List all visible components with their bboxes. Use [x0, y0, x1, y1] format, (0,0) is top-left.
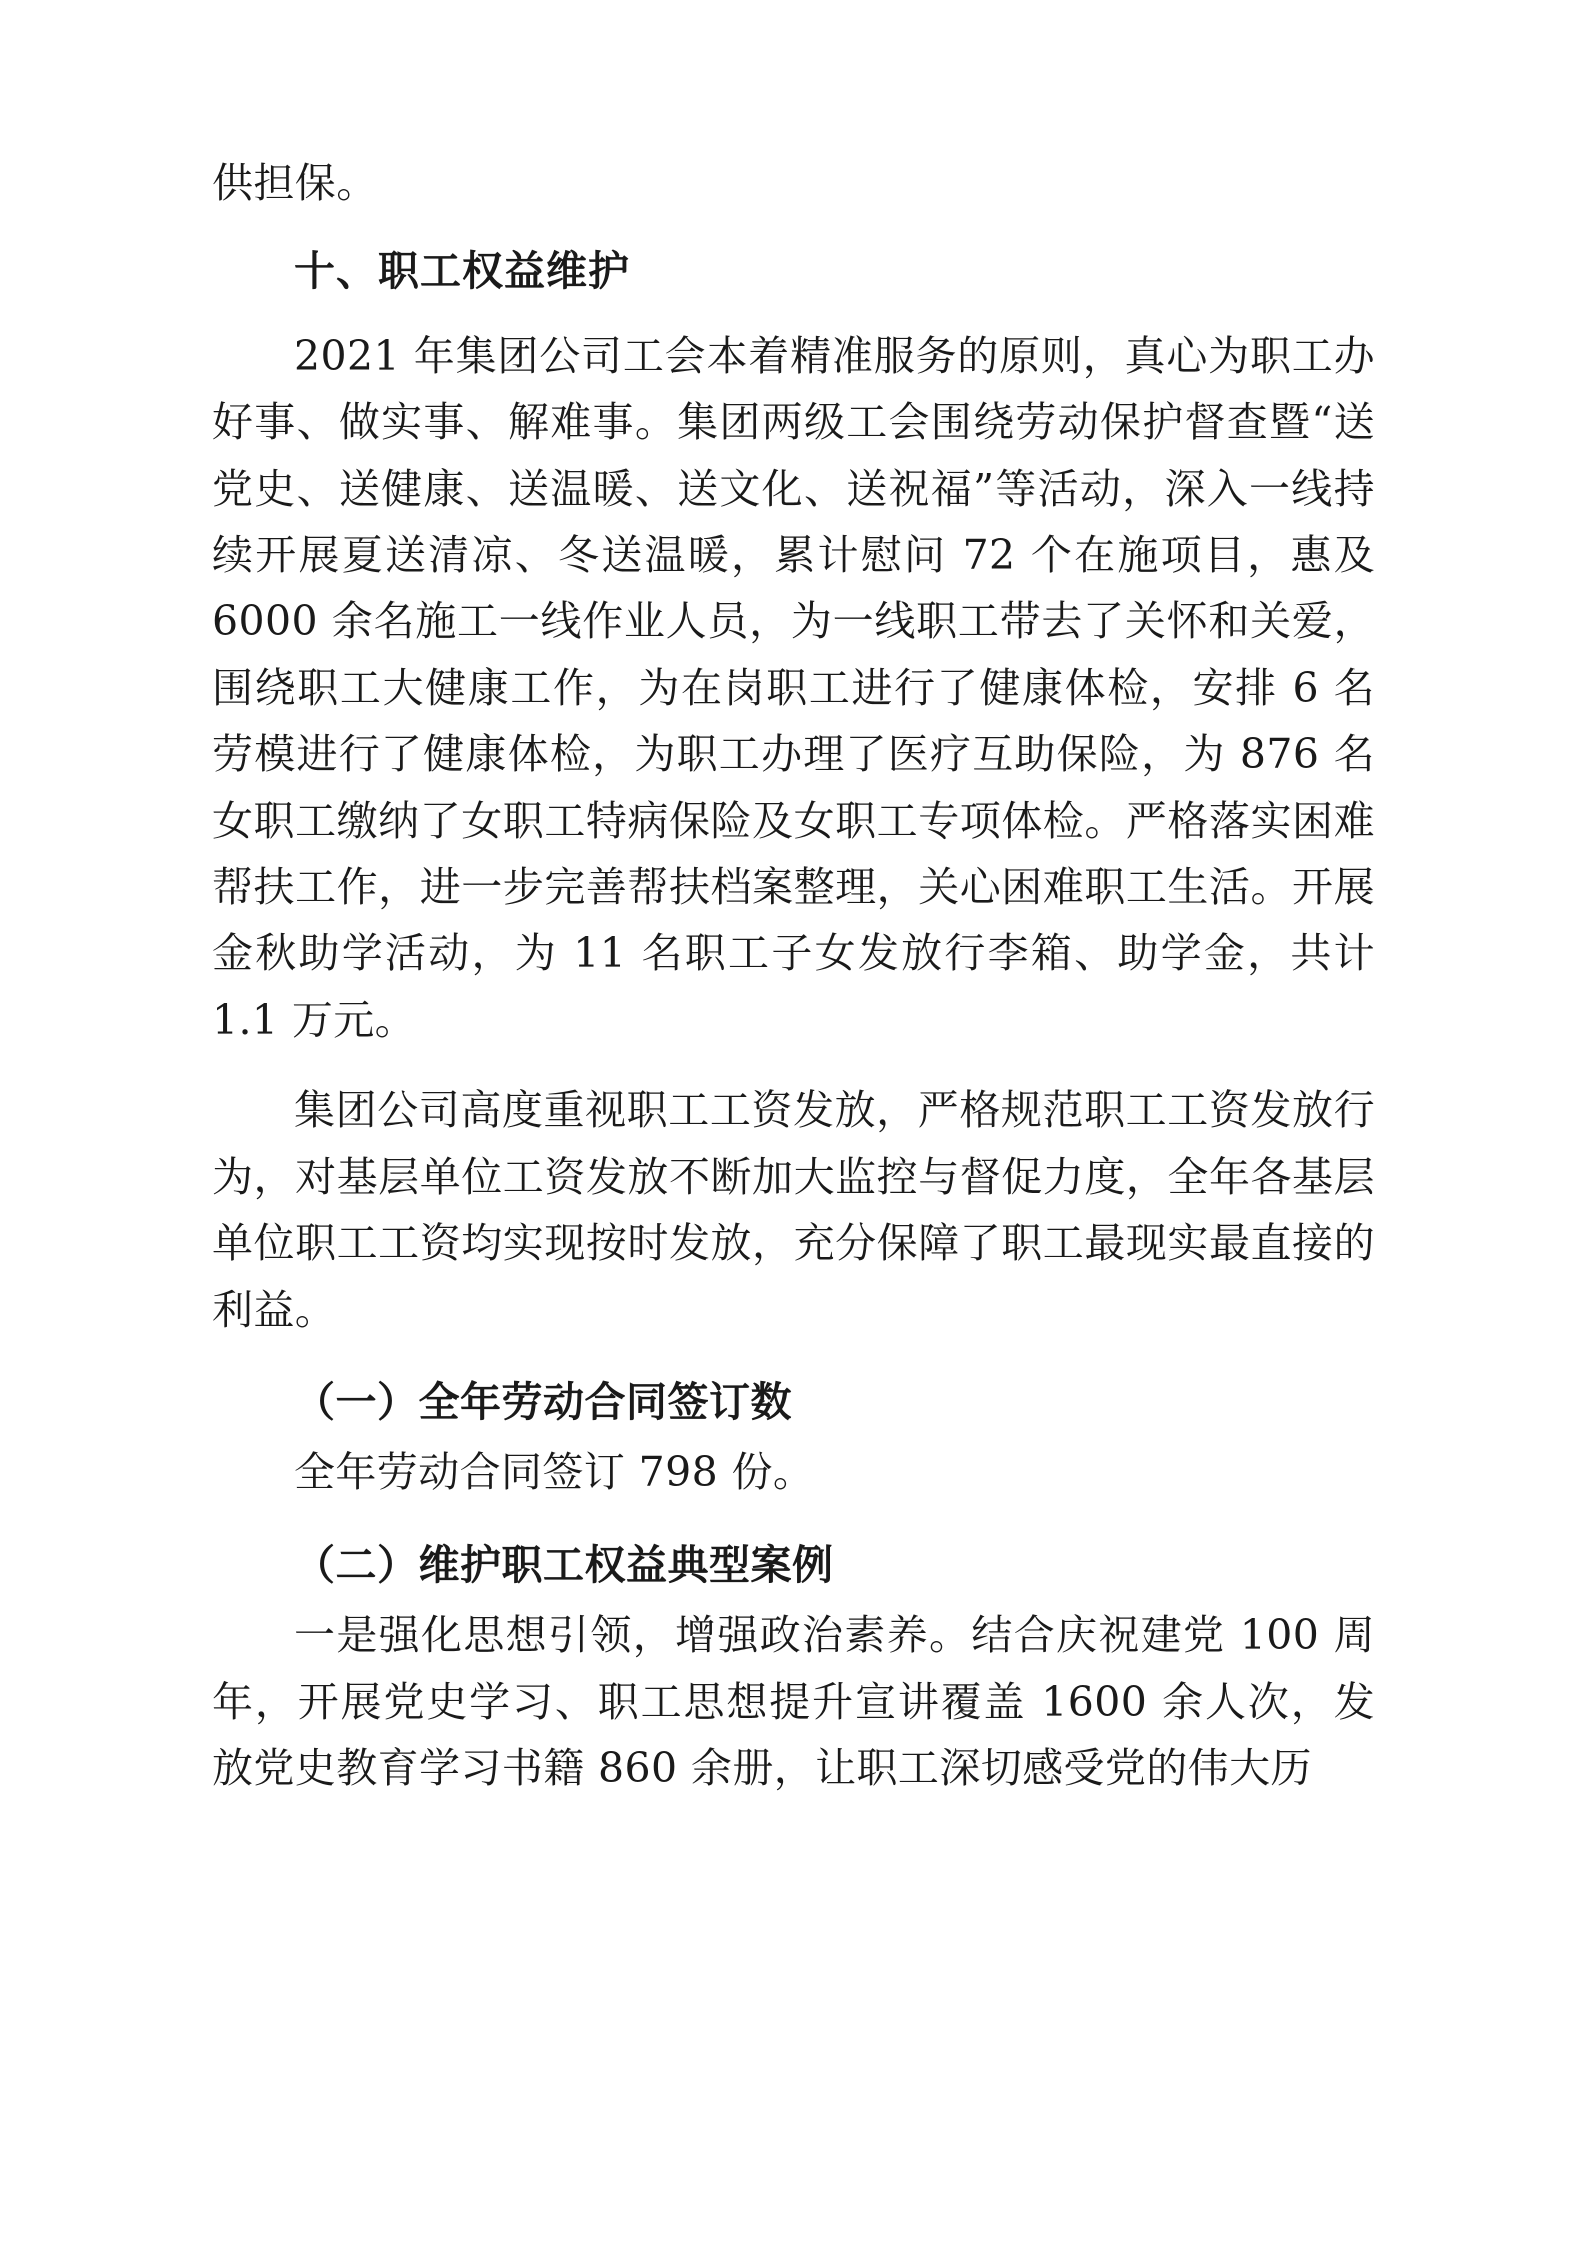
subheading-labor-contract-count: （一）全年劳动合同签订数	[294, 1377, 792, 1426]
paragraph-typical-case-one: 一是强化思想引领，增强政治素养。结合庆祝建党 100 周年，开展党史学习、职工思想提升宣讲覆盖 1600 余人次，发放党史教育学习书籍 860 余册，让职工深切感受党的伟大历	[212, 1611, 1375, 1792]
continued-text-line: 供担保。	[212, 159, 378, 207]
paragraph-employee-rights-overview: 2021 年集团公司工会本着精准服务的原则，真心为职工办好事、做实事、解难事。集团两级工会围绕劳动保护督查暨“送党史、送健康、送温暖、送文化、送祝福”等活动，深入一线持续开展夏送清凉、冬送温暖，累计慰问 72 个在施项目，惠及 6000 余名施工一线作业人员，为一线职工带去了关怀和关爱，围绕职工大健康工作，为在岗职工进行了健康体检，安排 6 名劳模进行了健康体检，为职工办理了医疗互助保险，为 876 名女职工缴纳了女职工特病保险及女职工专项体检。严格落实困难帮扶工作，进一步完善帮扶档案整理，关心困难职工生活。开展金秋助学活动，为 11 名职工子女发放行李箱、助学金，共计 1.1 万元。	[212, 331, 1375, 1044]
paragraph-labor-contract-count: 全年劳动合同签订 798 份。	[294, 1448, 815, 1497]
paragraph-wage-payment: 集团公司高度重视职工工资发放，严格规范职工工资发放行为，对基层单位工资发放不断加大监控与督促力度，全年各基层单位职工工资均实现按时发放，充分保障了职工最现实最直接的利益。	[212, 1086, 1375, 1334]
document-body	[212, 150, 1375, 1801]
subheading-typical-cases: （二）维护职工权益典型案例	[294, 1540, 834, 1589]
section-heading: 十、职工权益维护	[294, 247, 630, 296]
